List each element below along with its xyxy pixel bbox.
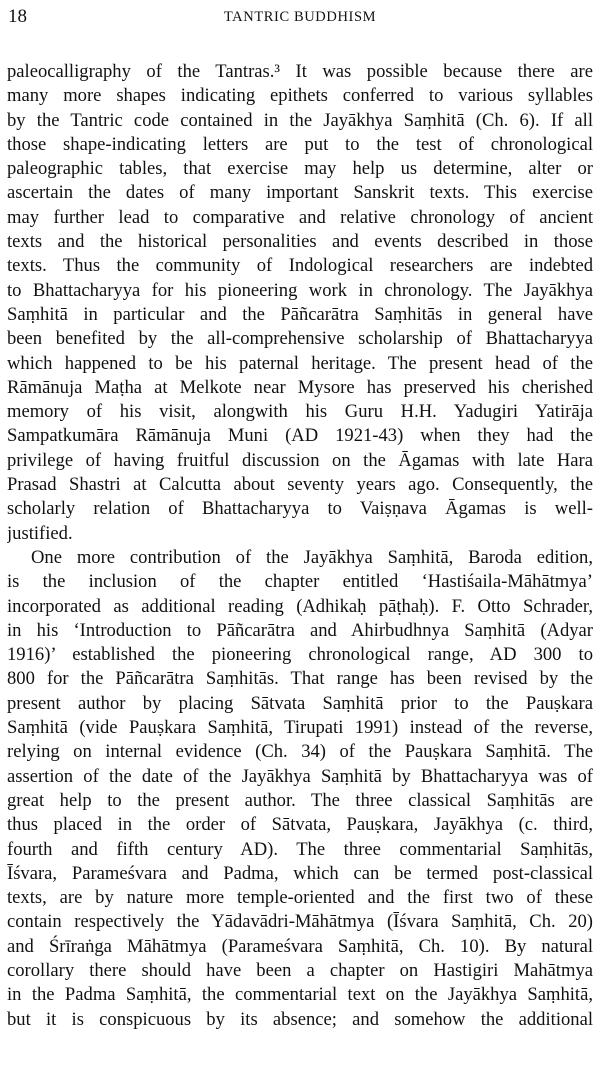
text-line: 800 for the Pāñcarātra Saṃhitās. That range has been revised by the: [7, 668, 593, 690]
text-line: memory of his visit, alongwith his Guru H.H. Yadugiri Yatirāja: [7, 401, 593, 423]
text-line: Prasad Shastri at Calcutta about seventy years ago. Consequently, the: [7, 474, 593, 496]
text-line: incorporated as additional reading (Adhikaḥ pāṭhaḥ). F. Otto Schrader,: [7, 595, 593, 617]
text-line: Sampatkumāra Rāmānuja Muni (AD 1921-43) when they had the: [7, 425, 593, 447]
text-line: Īśvara, Parameśvara and Padma, which can be termed post-classical: [7, 862, 593, 884]
text-line: in the Padma Saṃhitā, the commentarial text on the Jayākhya Saṃhitā,: [7, 984, 593, 1006]
text-line: texts, are by nature more temple-oriented and the first two of these: [7, 887, 593, 909]
running-head: [8, 6, 592, 30]
text-line: ascertain the dates of many important Sanskrit texts. This exercise: [7, 182, 593, 204]
text-line: justified.: [7, 522, 73, 544]
text-line: may further lead to comparative and relative chronology of ancient: [7, 206, 593, 228]
text-line: which happened to be his paternal heritage. The present head of the: [7, 352, 593, 374]
paragraph: [7, 60, 593, 546]
text-line: Rāmānuja Maṭha at Melkote near Mysore has preserved his cherished: [7, 376, 593, 398]
text-line: many more shapes indicating epithets conferred to various syllables: [7, 85, 593, 107]
text-line: those shape-indicating letters are put to the test of chronological: [7, 133, 593, 155]
text-line: privilege of having fruitful discussion on the Āgamas with late Hara: [7, 449, 593, 471]
body-text: [7, 60, 593, 1032]
text-line: 1916)’ established the pioneering chronological range, AD 300 to: [7, 644, 593, 666]
text-line: is the inclusion of the chapter entitled ‘Hastiśaila-Māhātmya’: [7, 571, 593, 593]
text-line: been benefited by the all-comprehensive scholarship of Bhattacharyya: [7, 328, 593, 350]
text-line: present author by placing Sātvata Saṃhitā prior to the Pauṣkara: [7, 692, 593, 714]
text-line: One more contribution of the Jayākhya Saṃhitā, Baroda edition,: [31, 546, 593, 568]
text-line: paleocalligraphy of the Tantras.³ It was possible because there are: [7, 61, 593, 82]
text-line: by the Tantric code contained in the Jayākhya Saṃhitā (Ch. 6). If all: [7, 109, 593, 131]
text-line: in his ‘Introduction to Pāñcarātra and Ahirbudhnya Saṃhitā (Adyar: [7, 619, 593, 641]
text-line: and Śrīraṅga Māhātmya (Parameśvara Saṃhitā, Ch. 10). By natural: [7, 935, 593, 957]
text-line: great help to the present author. The three classical Saṃhitās are: [7, 789, 593, 811]
text-line: texts. Thus the community of Indological researchers are indebted: [7, 255, 593, 277]
page-number: 18: [8, 6, 27, 27]
text-line: assertion of the date of the Jayākhya Saṃhitā by Bhattacharyya was of: [7, 765, 593, 787]
text-line: scholarly relation of Bhattacharyya to Vaiṣṇava Āgamas is well-: [7, 498, 593, 520]
text-line: contain respectively the Yādavādri-Māhātmya (Īśvara Saṃhitā, Ch. 20): [7, 911, 593, 933]
text-line: corollary there should have been a chapter on Hastigiri Mahātmya: [7, 959, 593, 981]
text-line: fourth and fifth century AD). The three commentarial Saṃhitās,: [7, 838, 593, 860]
text-line: Saṃhitā (vide Pauṣkara Saṃhitā, Tirupati 1991) instead of the reverse,: [7, 717, 593, 739]
text-line: to Bhattacharyya for his pioneering work in chronology. The Jayākhya: [7, 279, 593, 301]
running-title: TANTRIC BUDDHISM: [223, 9, 377, 25]
paragraph: [7, 546, 593, 1032]
text-line: thus placed in the order of Sātvata, Pauṣkara, Jayākhya (c. third,: [7, 814, 593, 836]
text-line: Saṃhitā in particular and the Pāñcarātra Saṃhitās in general have: [7, 303, 593, 325]
text-line: paleographic tables, that exercise may help us determine, alter or: [7, 158, 593, 180]
text-line: relying on internal evidence (Ch. 34) of the Pauṣkara Saṃhitā. The: [7, 741, 593, 763]
text-line: texts and the historical personalities and events described in those: [7, 231, 593, 253]
text-line: but it is conspicuous by its absence; and somehow the additional: [7, 1008, 593, 1030]
